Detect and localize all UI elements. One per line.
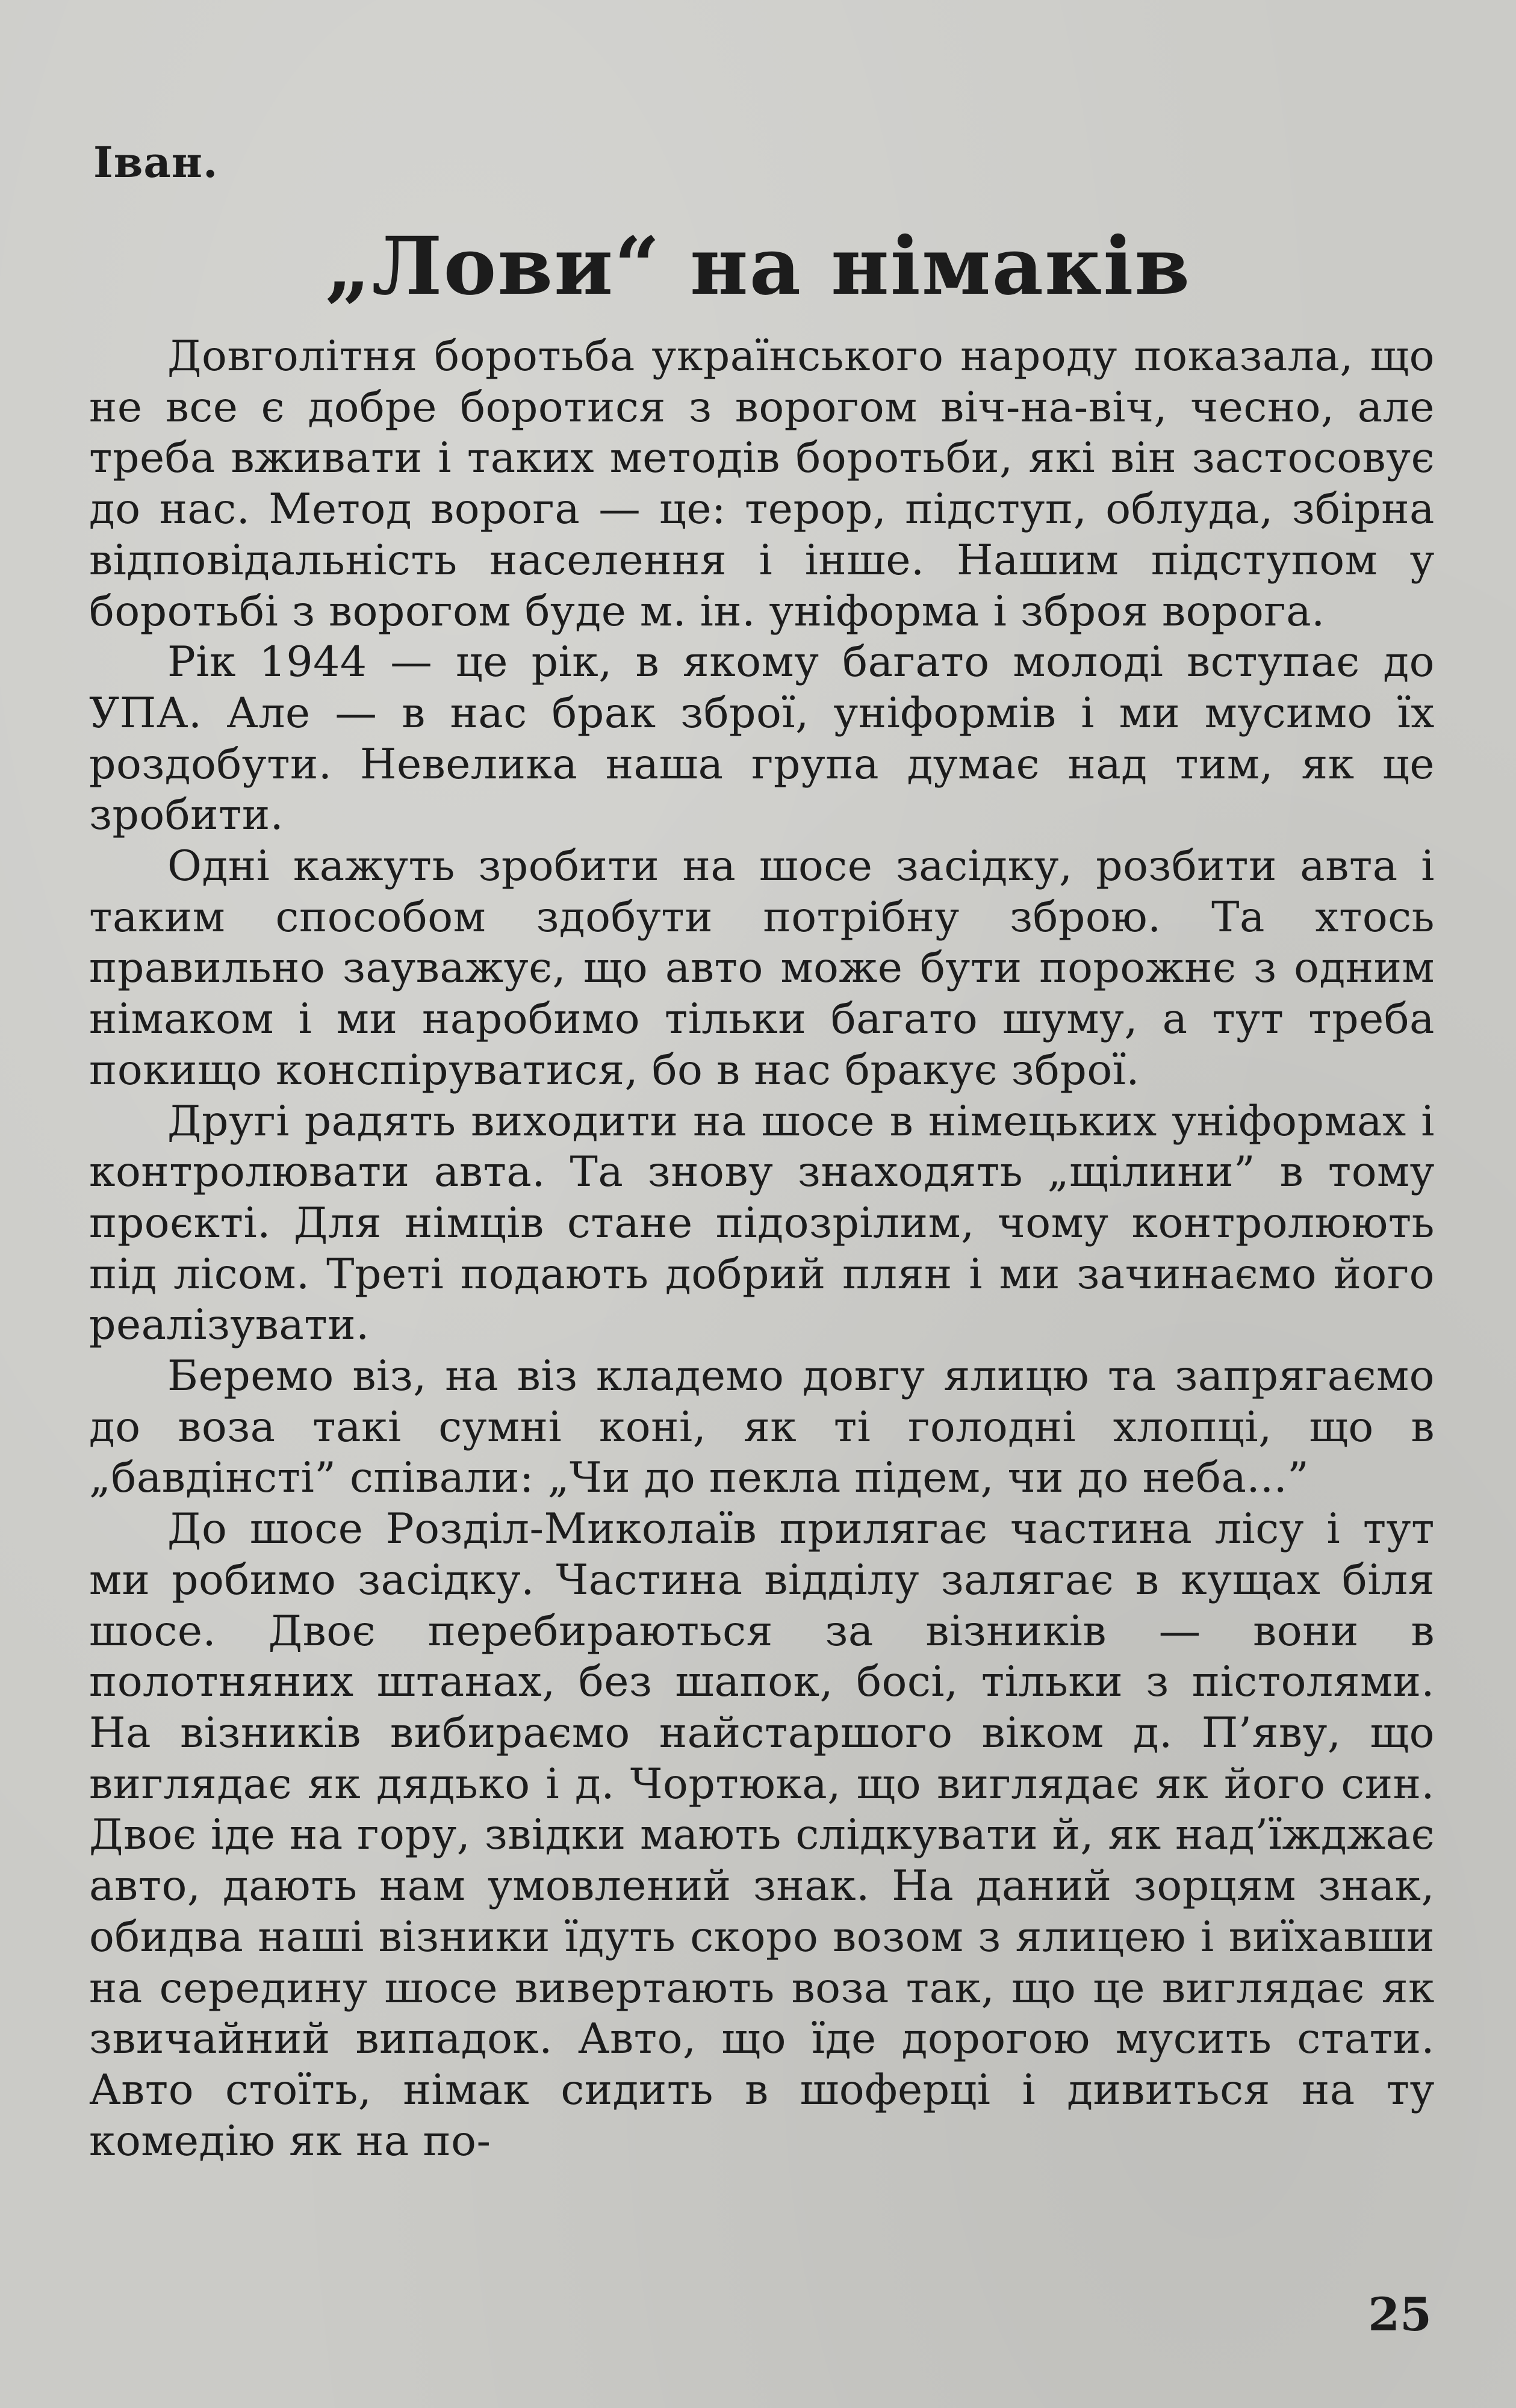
paragraph-3: Одні кажуть зробити на шосе засідку, розбити авта і таким способом здобути потрібну зброю. Та хтось правильно зауважує, що авто може бути порожнє з одним німаком і ми наробимо тільки багато шуму, а тут треба покищо конспіруватися, бо в нас бракує зброї.	[89, 842, 1435, 1094]
page-number: 25	[1368, 2288, 1432, 2341]
author-name: Іван.	[93, 137, 219, 187]
paragraph-2: Рік 1944 — це рік, в якому багато молоді вступає до УПА. Але — в нас брак зброї, уніформів і ми мусимо їх роздобути. Невелика наша група думає над тим, як це зробити.	[89, 638, 1435, 840]
paragraph-5: Беремо віз, на віз кладемо довгу ялицю та запрягаємо до воза такі сумні коні, як ті голодні хлопці, що в „бавдінсті” співали: „Чи до пекла підем, чи до неба...”	[89, 1351, 1435, 1503]
paragraph-6: До шосе Розділ-Миколаїв прилягає частина лісу і тут ми робимо засідку. Частина відділу залягає в кущах біля шосе. Двоє перебираються за візників — вони в полотняних штанах, без шапок, босі, тільки з пістолями. На візників вибираємо найстаршого віком д. П’яву, що виглядає як дядько і д. Чортюка, що виглядає як його син. Двоє іде на гору, звідки мають слідкувати й, як над’їжджає авто, дають нам умовлений знак. На даний зорцям знак, обидва наші візники їдуть скоро возом з ялицею і виїхавши на середину шосе вивертають воза так, що це виглядає як звичайний випадок. Авто, що їде дорогою мусить стати. Авто стоїть, німак сидить в шоферці і дивиться на ту комедію як на по-	[89, 1504, 1435, 2165]
paragraph-1: Довголітня боротьба українського народу показала, що не все є добре боротися з ворогом віч-на-віч, чесно, але треба вживати і таких методів боротьби, які він застосовує до нас. Метод ворога — це: терор, підступ, облуда, збірна відповідальність населення і інше. Нашим підступом у боротьбі з ворогом буде м. ін. уніформа і зброя ворога.	[89, 332, 1435, 636]
article-body	[89, 331, 1435, 2167]
article-title: „Лови“ на німаків	[325, 220, 1191, 313]
paragraph-4: Другі радять виходити на шосе в німецьких уніформах і контролювати авта. Та знову знаходять „щілини” в тому проєкті. Для німців стане підозрілим, чому контролюють під лісом. Треті подають добрий плян і ми зачинаємо його реалізувати.	[89, 1096, 1435, 1350]
